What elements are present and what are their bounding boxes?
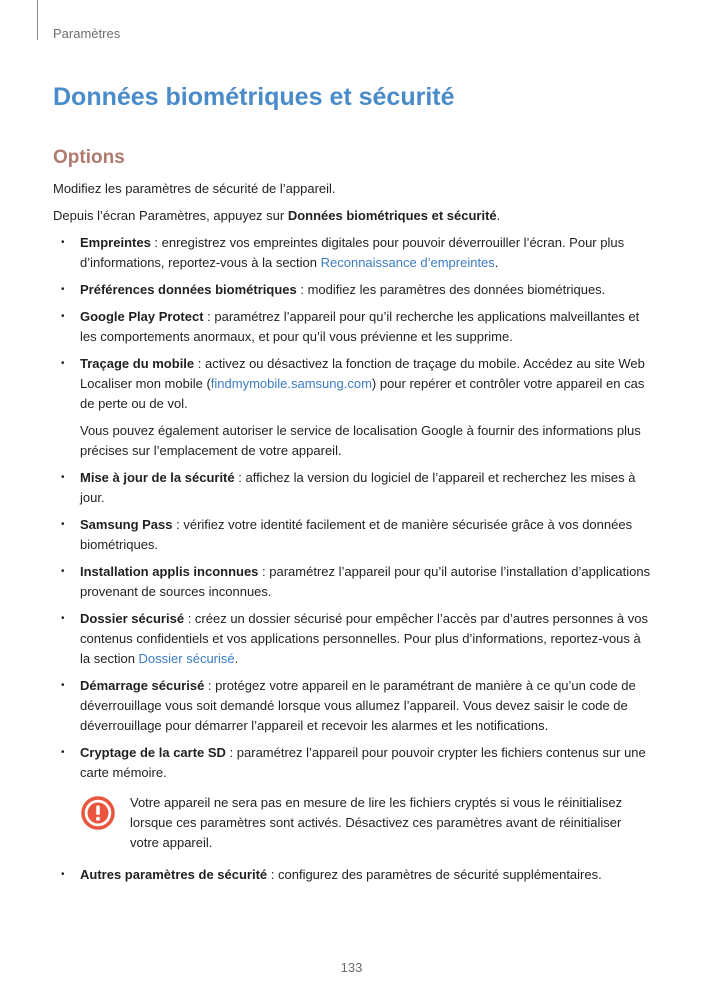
- list-item: [53, 233, 651, 273]
- content: [53, 179, 651, 892]
- breadcrumb: Paramètres: [53, 26, 121, 41]
- item-label: Dossier sécurisé: [80, 611, 185, 626]
- path-suffix: .: [496, 208, 501, 223]
- list-item: [53, 280, 651, 300]
- options-list-continued: [53, 865, 651, 885]
- list-item: [53, 676, 651, 736]
- list-item: [53, 468, 651, 508]
- path-bold: Données biométriques et sécurité: [287, 208, 497, 223]
- item-label: Installation applis inconnues: [80, 564, 259, 579]
- link-fingerprint[interactable]: Reconnaissance d’empreintes: [320, 255, 495, 270]
- item-text-end: .: [234, 651, 239, 666]
- page-title: Données biométriques et sécurité: [53, 83, 455, 111]
- item-text: : créez un dossier sécurisé pour empêcher l’accès par d’autres personnes à vos contenus confidentiels et vos applications personnelles. Pour plus d’informations, reportez-vous à la section: [80, 611, 648, 666]
- item-label: Mise à jour de la sécurité: [80, 470, 235, 485]
- intro-text: Modifiez les paramètres de sécurité de l’appareil.: [53, 181, 336, 196]
- item-text: : paramétrez l’appareil pour qu’il autorise l’installation d’applications provenant de sources inconnues.: [80, 564, 651, 599]
- item-label: Démarrage sécurisé: [80, 678, 205, 693]
- item-text: : paramétrez l’appareil pour pouvoir crypter les fichiers contenus sur une carte mémoire.: [80, 745, 646, 780]
- list-item: [53, 743, 651, 783]
- caution-icon: [80, 795, 116, 831]
- item-text: : paramétrez l’appareil pour qu’il recherche les applications malveillantes et les comportements anormaux, et pour qu’il vous prévienne et les supprime.: [80, 309, 640, 344]
- list-item: [53, 865, 651, 885]
- item-extra-text: Vous pouvez également autoriser le service de localisation Google à fournir des informations plus précises sur l’emplacement de votre appareil.: [80, 423, 641, 458]
- item-label: Préférences données biométriques: [80, 282, 297, 297]
- item-label: Google Play Protect: [80, 309, 204, 324]
- navigation-path: [53, 206, 651, 226]
- item-text: : enregistrez vos empreintes digitales pour pouvoir déverrouiller l’écran. Pour plus d’informations, reportez-vous à la section: [80, 235, 625, 270]
- item-text: : affichez la version du logiciel de l’appareil et recherchez les mises à jour.: [80, 470, 636, 505]
- item-label: Samsung Pass: [80, 517, 173, 532]
- page-number: 133: [340, 960, 363, 975]
- item-label: Traçage du mobile: [80, 356, 195, 371]
- item-text-end: .: [494, 255, 499, 270]
- caution-text: Votre appareil ne sera pas en mesure de lire les fichiers cryptés si vous le réinitialisez lorsque ces paramètres sont activés. Désactivez ces paramètres avant de réinitialiser votre appareil.: [130, 795, 623, 850]
- options-list: [53, 233, 651, 783]
- caution-note: [80, 793, 651, 853]
- link-findmymobile[interactable]: findmymobile.samsung.com: [210, 376, 372, 391]
- link-secure-folder[interactable]: Dossier sécurisé: [138, 651, 235, 666]
- header-divider: [37, 0, 38, 40]
- section-heading: Options: [53, 147, 125, 168]
- item-label: Empreintes: [80, 235, 151, 250]
- list-item: [53, 515, 651, 555]
- path-prefix: Depuis l’écran Paramètres, appuyez sur: [53, 208, 288, 223]
- list-item: [53, 609, 651, 669]
- item-label: Cryptage de la carte SD: [80, 745, 226, 760]
- item-text: : protégez votre appareil en le paramétrant de manière à ce qu’un code de déverrouillage vous soit demandé lorsque vous allumez l’appareil. Vous devez saisir le code de déverrouillage pour démarrer l’appareil et recevoir les alarmes et les notifications.: [80, 678, 636, 733]
- list-item: [53, 354, 651, 461]
- list-item: [53, 562, 651, 602]
- item-text: : configurez des paramètres de sécurité supplémentaires.: [267, 867, 602, 882]
- item-text: : activez ou désactivez la fonction de traçage du mobile. Accédez au site Web Localiser mon mobile (: [80, 356, 645, 391]
- item-text: : modifiez les paramètres des données biométriques.: [296, 282, 606, 297]
- list-item: [53, 307, 651, 347]
- item-label: Autres paramètres de sécurité: [80, 867, 268, 882]
- item-text-end: ) pour repérer et contrôler votre appareil en cas de perte ou de vol.: [80, 376, 645, 411]
- item-text: : vérifiez votre identité facilement et de manière sécurisée grâce à vos données biométriques.: [80, 517, 633, 552]
